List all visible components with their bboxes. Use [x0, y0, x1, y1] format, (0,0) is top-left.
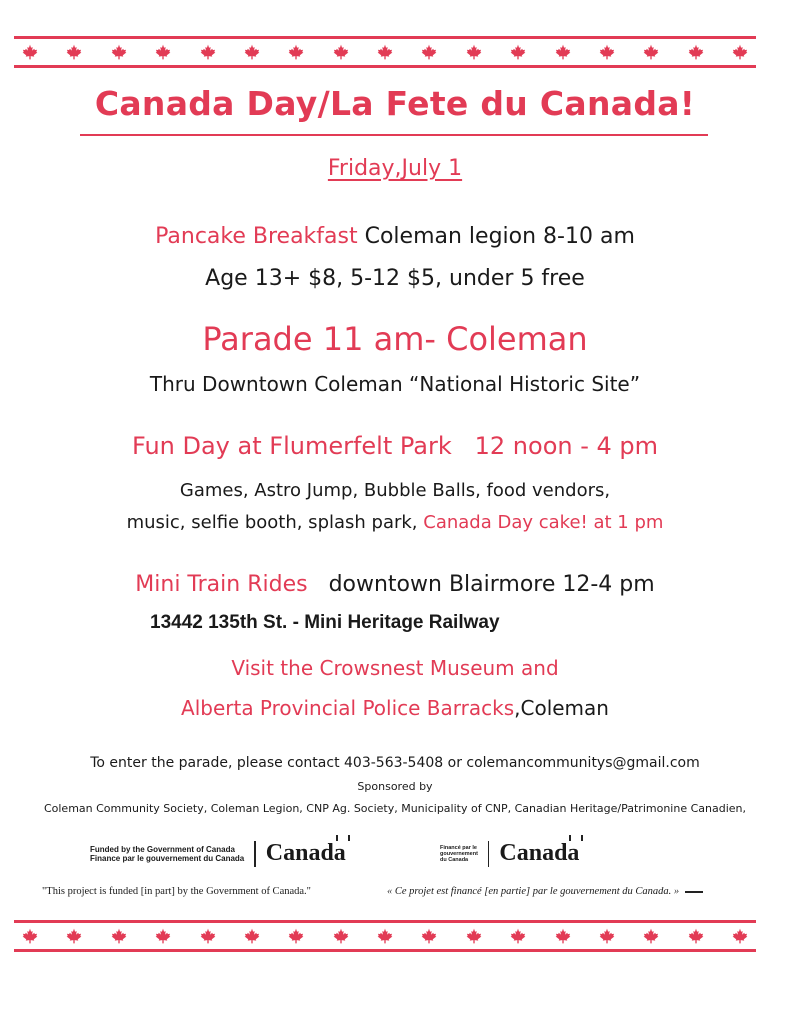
maple-leaf-icon — [688, 44, 704, 60]
flag-icon — [569, 835, 583, 841]
page-title: Canada Day/La Fete du Canada! — [94, 84, 696, 123]
canada-wordmark-right: Canada — [499, 840, 579, 867]
maple-leaf-icon — [466, 928, 482, 944]
museum-line-2 — [0, 696, 790, 720]
maple-leaf-icon — [377, 928, 393, 944]
mini-train-detail: downtown Blairmore 12-4 pm — [328, 572, 655, 597]
sponsor-list: Coleman Community Society, Coleman Legion, CNP Ag. Society, Municipality of CNP, Canadian Heritage/Patrimonine Canadien, — [43, 802, 747, 815]
event-date: Friday,July 1 — [327, 156, 463, 181]
parade-route: Thru Downtown Coleman “National Historic Site” — [149, 372, 641, 396]
barracks-location: ,Coleman — [514, 696, 609, 720]
funding-note-french: « Ce projet est financé [en partie] par le gouvernement du Canada. » — [387, 886, 703, 897]
maple-leaf-icon — [377, 44, 393, 60]
maple-leaf-icon — [66, 928, 82, 944]
maple-leaf-icon — [421, 928, 437, 944]
funding-right-text: Financé par le gouvernement du Canada — [440, 844, 478, 863]
parade-heading: Parade 11 am- Coleman — [202, 320, 588, 358]
maple-leaf-icon — [22, 44, 38, 60]
funding-logo-left — [90, 840, 346, 867]
railway-address: 13442 135th St. - Mini Heritage Railway — [150, 612, 500, 633]
maple-leaf-icon — [688, 928, 704, 944]
maple-leaf-icon — [466, 44, 482, 60]
maple-leaf-icon — [643, 44, 659, 60]
maple-leaf-icon — [22, 928, 38, 944]
maple-leaf-icon — [288, 44, 304, 60]
maple-leaf-icon — [200, 928, 216, 944]
fun-day-label: Fun Day at Flumerfelt Park — [131, 432, 452, 460]
maple-leaf-icon — [599, 44, 615, 60]
cake-announcement: Canada Day cake! at 1 pm — [423, 512, 664, 533]
maple-leaf-icon — [510, 44, 526, 60]
fun-day-time: 12 noon - 4 pm — [474, 432, 659, 460]
pancake-detail: Coleman legion 8-10 am — [357, 224, 635, 249]
maple-leaf-icon — [244, 44, 260, 60]
top-leaf-row — [14, 42, 756, 62]
sponsored-by: Sponsored by — [357, 780, 433, 793]
maple-leaf-icon — [66, 44, 82, 60]
maple-leaf-icon — [555, 928, 571, 944]
activities-line-1: Games, Astro Jump, Bubble Balls, food vendors, — [179, 480, 611, 501]
top-maple-border — [14, 36, 756, 68]
fun-day-heading — [0, 432, 790, 460]
museum-line-1: Visit the Crowsnest Museum and — [231, 656, 559, 680]
activities-text: music, selfie booth, splash park, — [126, 512, 424, 533]
funding-left-text: Funded by the Government of Canada Finance par le gouvernement du Canada — [90, 844, 245, 863]
maple-leaf-icon — [643, 928, 659, 944]
canada-wordmark-left: Canada — [266, 840, 346, 867]
pancake-breakfast — [0, 224, 790, 249]
maple-leaf-icon — [155, 44, 171, 60]
maple-leaf-icon — [200, 44, 216, 60]
maple-leaf-icon — [111, 928, 127, 944]
maple-leaf-icon — [155, 928, 171, 944]
maple-leaf-icon — [732, 44, 748, 60]
funding-logo-right — [440, 840, 579, 867]
maple-leaf-icon — [333, 928, 349, 944]
maple-leaf-icon — [421, 44, 437, 60]
flag-icon — [336, 835, 350, 841]
maple-leaf-icon — [599, 928, 615, 944]
maple-leaf-icon — [510, 928, 526, 944]
maple-leaf-icon — [111, 44, 127, 60]
parade-contact: To enter the parade, please contact 403-563-5408 or colemancommunitys@gmail.com — [90, 755, 700, 771]
bottom-maple-border — [14, 920, 756, 952]
maple-leaf-icon — [333, 44, 349, 60]
barracks-name: Alberta Provincial Police Barracks — [181, 696, 515, 720]
maple-leaf-icon — [732, 928, 748, 944]
maple-leaf-icon — [288, 928, 304, 944]
mini-train — [0, 572, 790, 597]
mini-train-label: Mini Train Rides — [135, 572, 308, 597]
title-underline — [80, 134, 708, 136]
maple-leaf-icon — [244, 928, 260, 944]
maple-leaf-icon — [555, 44, 571, 60]
bottom-leaf-row — [14, 926, 756, 946]
pancake-label: Pancake Breakfast — [155, 224, 358, 249]
activities-line-2 — [0, 512, 790, 533]
pancake-prices: Age 13+ $8, 5-12 $5, under 5 free — [205, 266, 585, 291]
funding-note-english: "This project is funded [in part] by the Government of Canada." — [42, 886, 311, 897]
